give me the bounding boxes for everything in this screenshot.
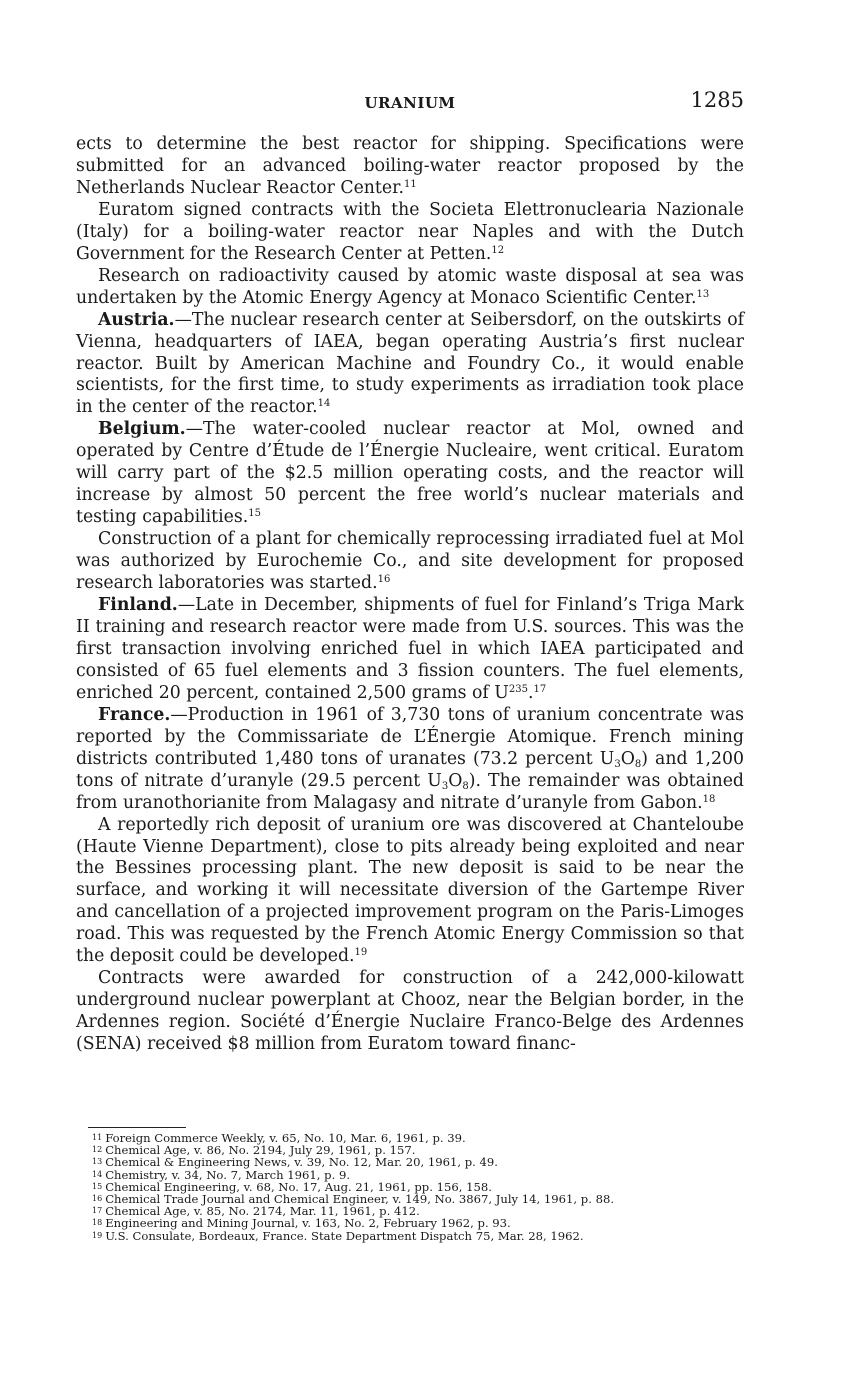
section-heading: Belgium.	[98, 419, 186, 440]
footnote-ref: 11	[403, 178, 417, 190]
paragraph-finland: Finland.—Late in December, shipments of fuel for Finland’s Triga Mark II training and research reactor were made from U.S. sources. This was the first transaction involving enriched fuel in which IAEA participated and consisted of 65 fuel elements and 3 fission counters. The fuel elements, enriched 20 percent, contained 2,500 grams of $U^{235}.^{17}$	[76, 595, 744, 703]
page-number: 1285	[690, 88, 744, 112]
footnote-ref: 19	[354, 947, 368, 959]
paragraph: Construction of a plant for chemically reprocessing irradiated fuel at Mol was authorized by Eurochemie Co., and site development for proposed research laboratories was started.$^{16}$	[76, 529, 744, 594]
running-head: URANIUM	[364, 94, 456, 112]
footnote-ref: 17	[533, 683, 547, 695]
footnote: $^{18}$ Engineering and Mining Journal, v. 163, No. 2, February 1962, p. 93.	[92, 1216, 511, 1231]
footnote-ref: 16	[377, 574, 391, 586]
footnote: $^{15}$ Chemical Engineering, v. 68, No. 17, Aug. 21, 1961, pp. 156, 158.	[92, 1179, 492, 1194]
footnote: $^{11}$ Foreign Commerce Weekly, v. 65, No. 10, Mar. 6, 1961, p. 39.	[92, 1131, 466, 1145]
footnote: $^{13}$ Chemical & Engineering News, v. 39, No. 12, Mar. 20, 1961, p. 49.	[92, 1155, 498, 1170]
footnote-ref: 18	[702, 793, 716, 805]
section-heading: Finland.	[98, 595, 178, 616]
paragraph: Euratom signed contracts with the Societa Elettronuclearia Nazionale (Italy) for a boiling-water reactor near Naples and with the Dutch Government for the Research Center at Petten.$^{12}$	[76, 199, 744, 264]
footnote-divider	[88, 1127, 186, 1128]
footnote: $^{14}$ Chemistry, v. 34, No. 7, March 1961, p. 9.	[92, 1167, 351, 1182]
chemical-formula: $U_3O_8$	[427, 770, 469, 792]
footnote-ref: 15	[248, 508, 261, 520]
footnote-ref: 14	[317, 398, 331, 410]
chemical-formula: $U_3O_8$	[599, 748, 642, 770]
footnote: $^{12}$ Chemical Age, v. 86, No. 2194, July 29, 1961, p. 157.	[92, 1143, 416, 1158]
body-text	[76, 134, 744, 1056]
paragraph: Contracts were awarded for construction of a 242,000-kilowatt underground nuclear powerplant at Chooz, near the Belgian border, in the Ardennes region. Société d’Énergie Nuclaire Franco-Belge des Ardennes (SENA) received $8 million from Euratom toward financ-	[76, 968, 744, 1055]
paragraph: ects to determine the best reactor for shipping. Specifications were submitted for an advanced boiling-water reactor proposed by the Netherlands Nuclear Reactor Center.$^{11}$	[76, 134, 744, 198]
section-heading: France.	[98, 704, 171, 725]
footnote: $^{16}$ Chemical Trade Journal and Chemical Engineer, v. 149, No. 3867, July 14, 1961, p. 88.	[92, 1192, 615, 1207]
footnotes	[92, 1132, 756, 1242]
paragraph-france: France.—Production in 1961 of 3,730 tons of uranium concentrate was reported by the Commissariate de L’Énergie Atomique. French mining districts contributed 1,480 tons of uranates (73.2 percent $U_3O_8$) and 1,200 tons of nitrate d’uranyle (29.5 percent $U_3O_8$). The remainder was obtained from uranothorianite from Malagasy and nitrate d’uranyle from Gabon.$^{18}$	[76, 704, 744, 813]
paragraph: Research on radioactivity caused by atomic waste disposal at sea was undertaken by the Atomic Energy Agency at Monaco Scientific Center.$^{13}$	[76, 265, 744, 308]
footnote: $^{19}$ U.S. Consulate, Bordeaux, France. State Department Dispatch 75, Mar. 28, 1962.	[92, 1228, 584, 1243]
page-header	[76, 88, 744, 118]
footnote-ref: 13	[696, 288, 710, 300]
paragraph-belgium: Belgium.—The water-cooled nuclear reactor at Mol, owned and operated by Centre d’Étude de l’Énergie Nucleaire, went critical. Euratom will carry part of the $2.5 million operating costs, and the reactor will increase by almost 50 percent the free world’s nuclear materials and testing capabilities.$^{15}$	[76, 419, 744, 528]
footnote: $^{17}$ Chemical Age, v. 85, No. 2174, Mar. 11, 1961, p. 412.	[92, 1204, 420, 1219]
section-heading: Austria.	[98, 309, 175, 330]
paragraph-austria: Austria.—The nuclear research center at Seibersdorf, on the outskirts of Vienna, headquarters of IAEA, began operating Austria’s first nuclear reactor. Built by American Machine and Foundry Co., it would enable scientists, for the first time, to study experiments as irradiation took place in the center of the reactor.$^{14}$	[76, 309, 744, 418]
paragraph: A reportedly rich deposit of uranium ore was discovered at Chanteloube (Haute Vienne Department), close to pits already being exploited and near the Bessines processing plant. The new deposit is said to be near the surface, and working it will necessitate diversion of the Gartempe River and cancellation of a projected improvement program on the Paris-Limoges road. This was requested by the French Atomic Energy Commission so that the deposit could be developed.$^{19}$	[76, 814, 744, 967]
footnote-ref: 12	[491, 244, 505, 256]
